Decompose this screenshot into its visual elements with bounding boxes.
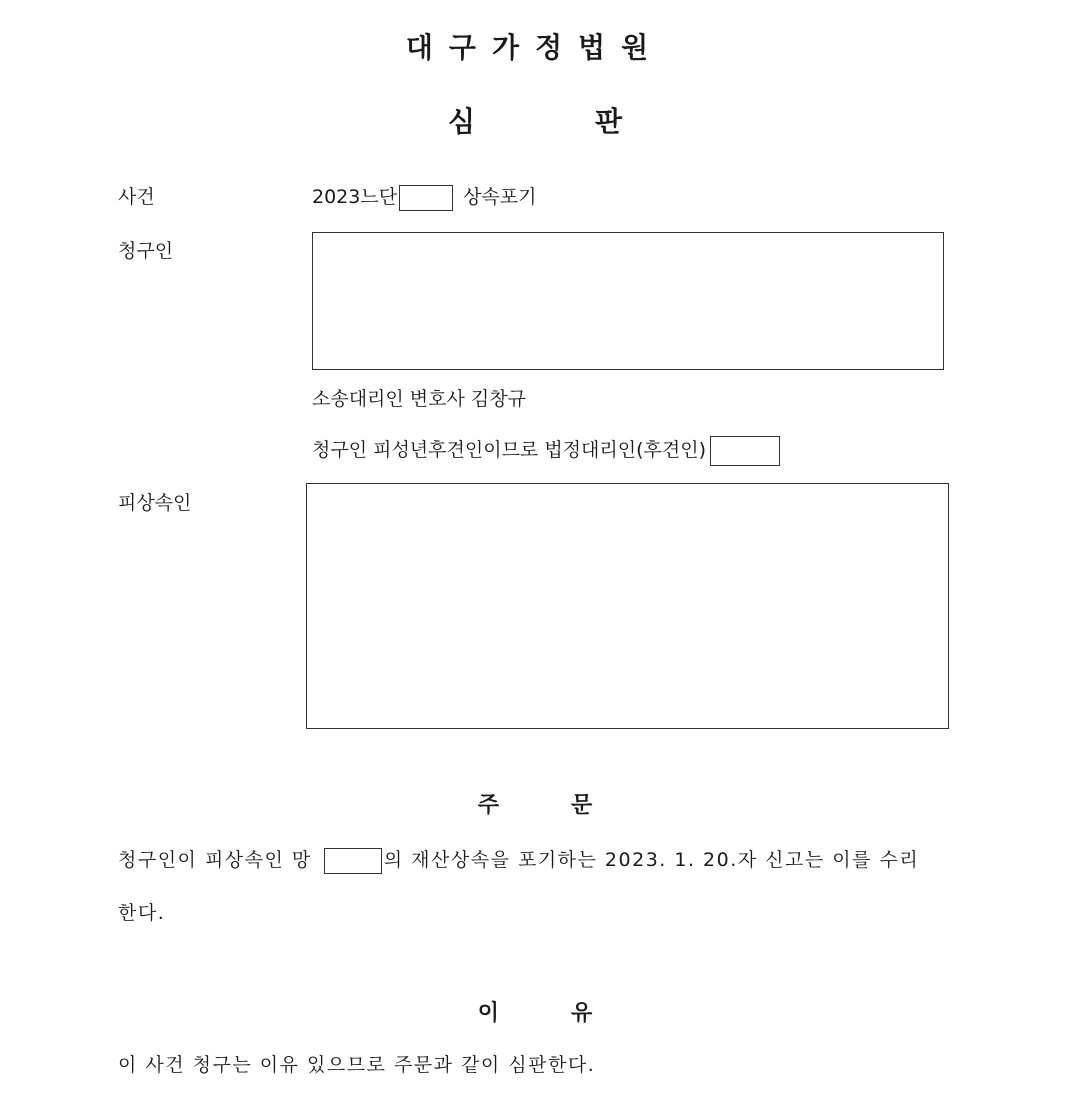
attorney-line: 소송대리인 변호사 김창규 [312, 388, 526, 410]
reason-title: 이유 [477, 1001, 665, 1026]
case-line [312, 182, 536, 211]
order-suffix: 의 재산상속을 포기하는 2023. 1. 20.자 신고는 이를 수리 [383, 849, 920, 871]
order-title: 주문 [477, 793, 665, 818]
order-line-1 [118, 845, 919, 874]
case-number: 2023느단 [312, 186, 398, 208]
guardian-line [312, 435, 780, 466]
redacted-decedent-name [324, 848, 382, 874]
document-type: 심판 [447, 105, 743, 138]
court-name: 대구가정법원 [405, 31, 665, 64]
redacted-claimant-box [312, 232, 944, 370]
redacted-decedent-box [306, 483, 949, 729]
redacted-guardian-name [710, 436, 780, 466]
order-line-2: 한다. [118, 902, 166, 924]
case-type: 상속포기 [463, 186, 537, 208]
claimant-label: 청구인 [118, 240, 174, 262]
redacted-case-number [399, 185, 453, 211]
order-prefix: 청구인이 피상속인 망 [118, 849, 312, 871]
guardian-note: 청구인 피성년후견인이므로 법정대리인(후견인) [312, 439, 706, 461]
reason-text: 이 사건 청구는 이유 있으므로 주문과 같이 심판한다. [118, 1054, 596, 1076]
case-label: 사건 [118, 186, 155, 208]
decedent-label: 피상속인 [118, 492, 192, 514]
